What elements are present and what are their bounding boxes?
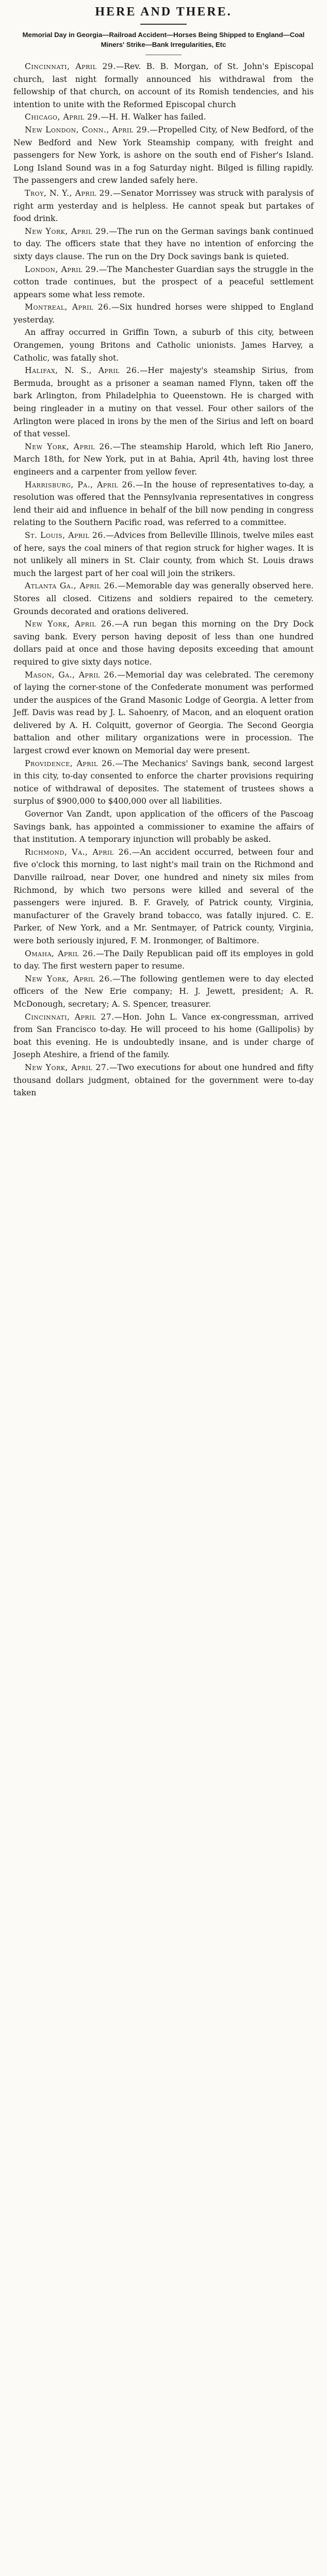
item-text: —Memorable day was generally observed here. Stores all closed. Citizens and soldiers repaired to the cemetery. Grounds decorated and orations delivered.	[13, 581, 314, 616]
item-text: —Hon. John L. Vance ex-congressman, arrived from San Francisco to-day. He will proceed to his home (Gallipolis) by boat this evening. He is undoubtedly insane, and is under charge of Joseph Ateshire, a friend of the family.	[13, 1012, 314, 1060]
news-item	[13, 187, 314, 225]
item-dateline: London, April 29.	[25, 264, 99, 274]
item-dateline: Halifax, N. S., April 26.	[25, 366, 140, 376]
news-item	[13, 440, 314, 479]
item-dateline: New York, April 26.	[25, 619, 115, 629]
item-dateline: St. Louis, April 26.	[25, 530, 106, 540]
news-item	[13, 618, 314, 668]
news-item	[13, 124, 314, 187]
item-dateline: Omaha, April 26.	[25, 948, 96, 958]
column-headline: HERE AND THERE.	[95, 5, 232, 19]
item-dateline: Providence, April 26.	[25, 758, 116, 768]
news-item	[13, 479, 314, 529]
news-item	[13, 1011, 314, 1061]
item-text: —The steamship Harold, which left Rio Janero, March 18th, for New York, put in at Bahia, April 4th, having lost three engineers and a carpenter from yellow fever.	[13, 442, 314, 477]
news-item	[13, 973, 314, 1011]
news-item	[13, 846, 314, 947]
item-dateline: Cincinnati, April 29.	[25, 62, 116, 71]
news-item	[13, 225, 314, 263]
summary-subhead: Memorial Day in Georgia—Railroad Accident—Horses Being Shipped to England—Coal Miners' Strike—Bank Irregularities, Etc	[22, 31, 305, 48]
item-dateline: Cincinnati, April 27.	[25, 1012, 115, 1022]
item-text: —The Mechanics' Savings bank, second largest in this city, to-day consented to enforce the charter provisions requiring notice of withdrawal of deposites. The statement of trustees shows a surplus of $900,000 to $400,000 over all liabilities.	[13, 758, 314, 806]
item-dateline: New York, April 26.	[25, 442, 113, 451]
item-dateline: Montreal, April 26.	[25, 302, 112, 312]
item-text: —Her majesty's steamship Sirius, from Bermuda, brought as a prisoner a seaman named Flynn, taken off the bark Arlington, from Philadelphia to Queenstown. He is charged with being ringleader in a mutiny on that vessel. Four other sailors of the Arlington were placed in irons by the men of the Sirius and left on board of that vessel.	[13, 366, 314, 439]
item-dateline: New York, April 27.	[25, 1062, 109, 1072]
news-item	[13, 326, 314, 364]
news-item	[13, 580, 314, 618]
item-text: —H. H. Walker has failed.	[101, 112, 206, 122]
news-item	[13, 757, 314, 808]
news-item	[13, 529, 314, 580]
item-text: —The Daily Republican paid off its employes in gold to day. The first western paper to resume.	[13, 948, 314, 971]
item-dateline: Chicago, April 29.	[25, 112, 101, 122]
headline-divider	[140, 24, 187, 25]
news-item	[13, 808, 314, 846]
item-dateline: Troy, N. Y., April 29.	[25, 188, 113, 198]
news-item	[13, 947, 314, 973]
item-text: —The following gentlemen were to day elected officers of the New Erie company; H. J. Jewett, president; A. R. McDonough, secretary; A. S. Spencer, treasurer.	[13, 974, 314, 1009]
item-text: —Two executions for about one hundred and fifty thousand dollars judgment, obtained for the government were to-day taken	[13, 1062, 314, 1098]
item-dateline: New London, Conn., April 29.	[25, 125, 150, 134]
item-text: —Rev. B. B. Morgan, of St. John's Episcopal church, last night formally announced his withdrawal from the fellowship of that church, on account of its Romish tendencies, and his intention to unite with the Reformed Episcopal church	[13, 62, 314, 109]
news-item	[13, 263, 314, 301]
item-dateline: New York, April 29.	[25, 226, 109, 236]
item-dateline: Atlanta Ga., April 26.	[25, 581, 118, 591]
item-dateline: Harrisburg, Pa., April 26.	[25, 480, 136, 489]
news-items	[13, 60, 314, 1099]
item-dateline: New York, April 26.	[25, 974, 113, 984]
news-item	[13, 364, 314, 440]
item-text: —The run on the German savings bank continued to day. The officers state that they have no intention of enforcing the sixty days clause. The run on the Dry Dock savings bank is quieted.	[13, 226, 314, 261]
news-item	[13, 669, 314, 757]
item-text: —The Manchester Guardian says the struggle in the cotton trade continues, but the prospect of a peaceful settlement appears some what less remote.	[13, 264, 314, 299]
item-text: —In the house of representatives to-day, a resolution was offered that the Pennsylvania representatives in congress lend their aid and influence in behalf of the bill now pending in congress relating to the Southern Pacific road, was referred to a committee.	[13, 480, 314, 528]
item-text: —Six hundred horses were shipped to England yesterday.	[13, 302, 314, 325]
item-dateline: Richmond, Va., April 26.	[25, 847, 132, 857]
item-text: Governor Van Zandt, upon application of the officers of the Pascoag Savings bank, has appointed a commissioner to examine the affairs of that institution. A temporary injunction will probably be asked.	[13, 809, 314, 844]
item-text: —Senator Morrissey was struck with paralysis of right arm yesterday and is helpless. He cannot speak but partakes of food drink.	[13, 188, 314, 224]
item-text: —Advices from Belleville Illinois, twelve miles east of here, says the coal miners of that region struck for higher wages. It is not unlikely all miners in St. Clair county, from which St. Louis draws much the largest part of her coal will join the strikers.	[13, 530, 314, 578]
item-text: —A run began this morning on the Dry Dock saving bank. Every person having deposit of less than one hundred dollars paid at once and those having deposits exceeding that amount required to give sixty days notice.	[13, 619, 314, 667]
item-text: —An accident occurred, between four and five o'clock this morning, to last night's mail train on the Richmond and Danville railroad, near Dover, one hundred and ninety six miles from Richmond, by which two persons were killed and several of the passengers were injured. B. F. Gravely, of Patrick county, Virginia, manufacturer of the Gravely brand tobacco, was fatally injured. C. E. Parker, of New York, and a Mr. Sentmayer, of Patrick county, Virginia, were both seriously injured, F. M. Ironmonger, of Baltimore.	[13, 847, 314, 945]
news-item	[13, 1061, 314, 1099]
news-item	[13, 301, 314, 326]
news-item	[13, 60, 314, 111]
news-item	[13, 111, 314, 124]
item-text: —Memorial day was celebrated. The ceremony of laying the corner-stone of the Confederate monument was performed under the auspices of the Grand Masonic Lodge of Georgia. A letter from Jeff. Davis was read by J. L. Sahoenry, of Macon, and an eloquent oration delivered by A. H. Colquitt, governor of Georgia. The Second Georgia battalion and other military organizations were in procession. The largest crowd ever known on Memorial day were present.	[13, 670, 314, 756]
item-text: —Propelled City, of New Bedford, of the New Bedford and New York Steamship company, with freight and passengers for New York, is ashore on the south end of Fisher's Island. Long Island Sound was in a fog Saturday night. Bilged is filling rapidly. The passengers and crew landed safely here.	[13, 125, 314, 185]
item-text: An affray occurred in Griffin Town, a suburb of this city, between Orangemen, young Britons and Catholic unionists. James Harvey, a Catholic, was fatally shot.	[13, 328, 314, 363]
item-dateline: Mason, Ga., April 26.	[25, 670, 118, 680]
